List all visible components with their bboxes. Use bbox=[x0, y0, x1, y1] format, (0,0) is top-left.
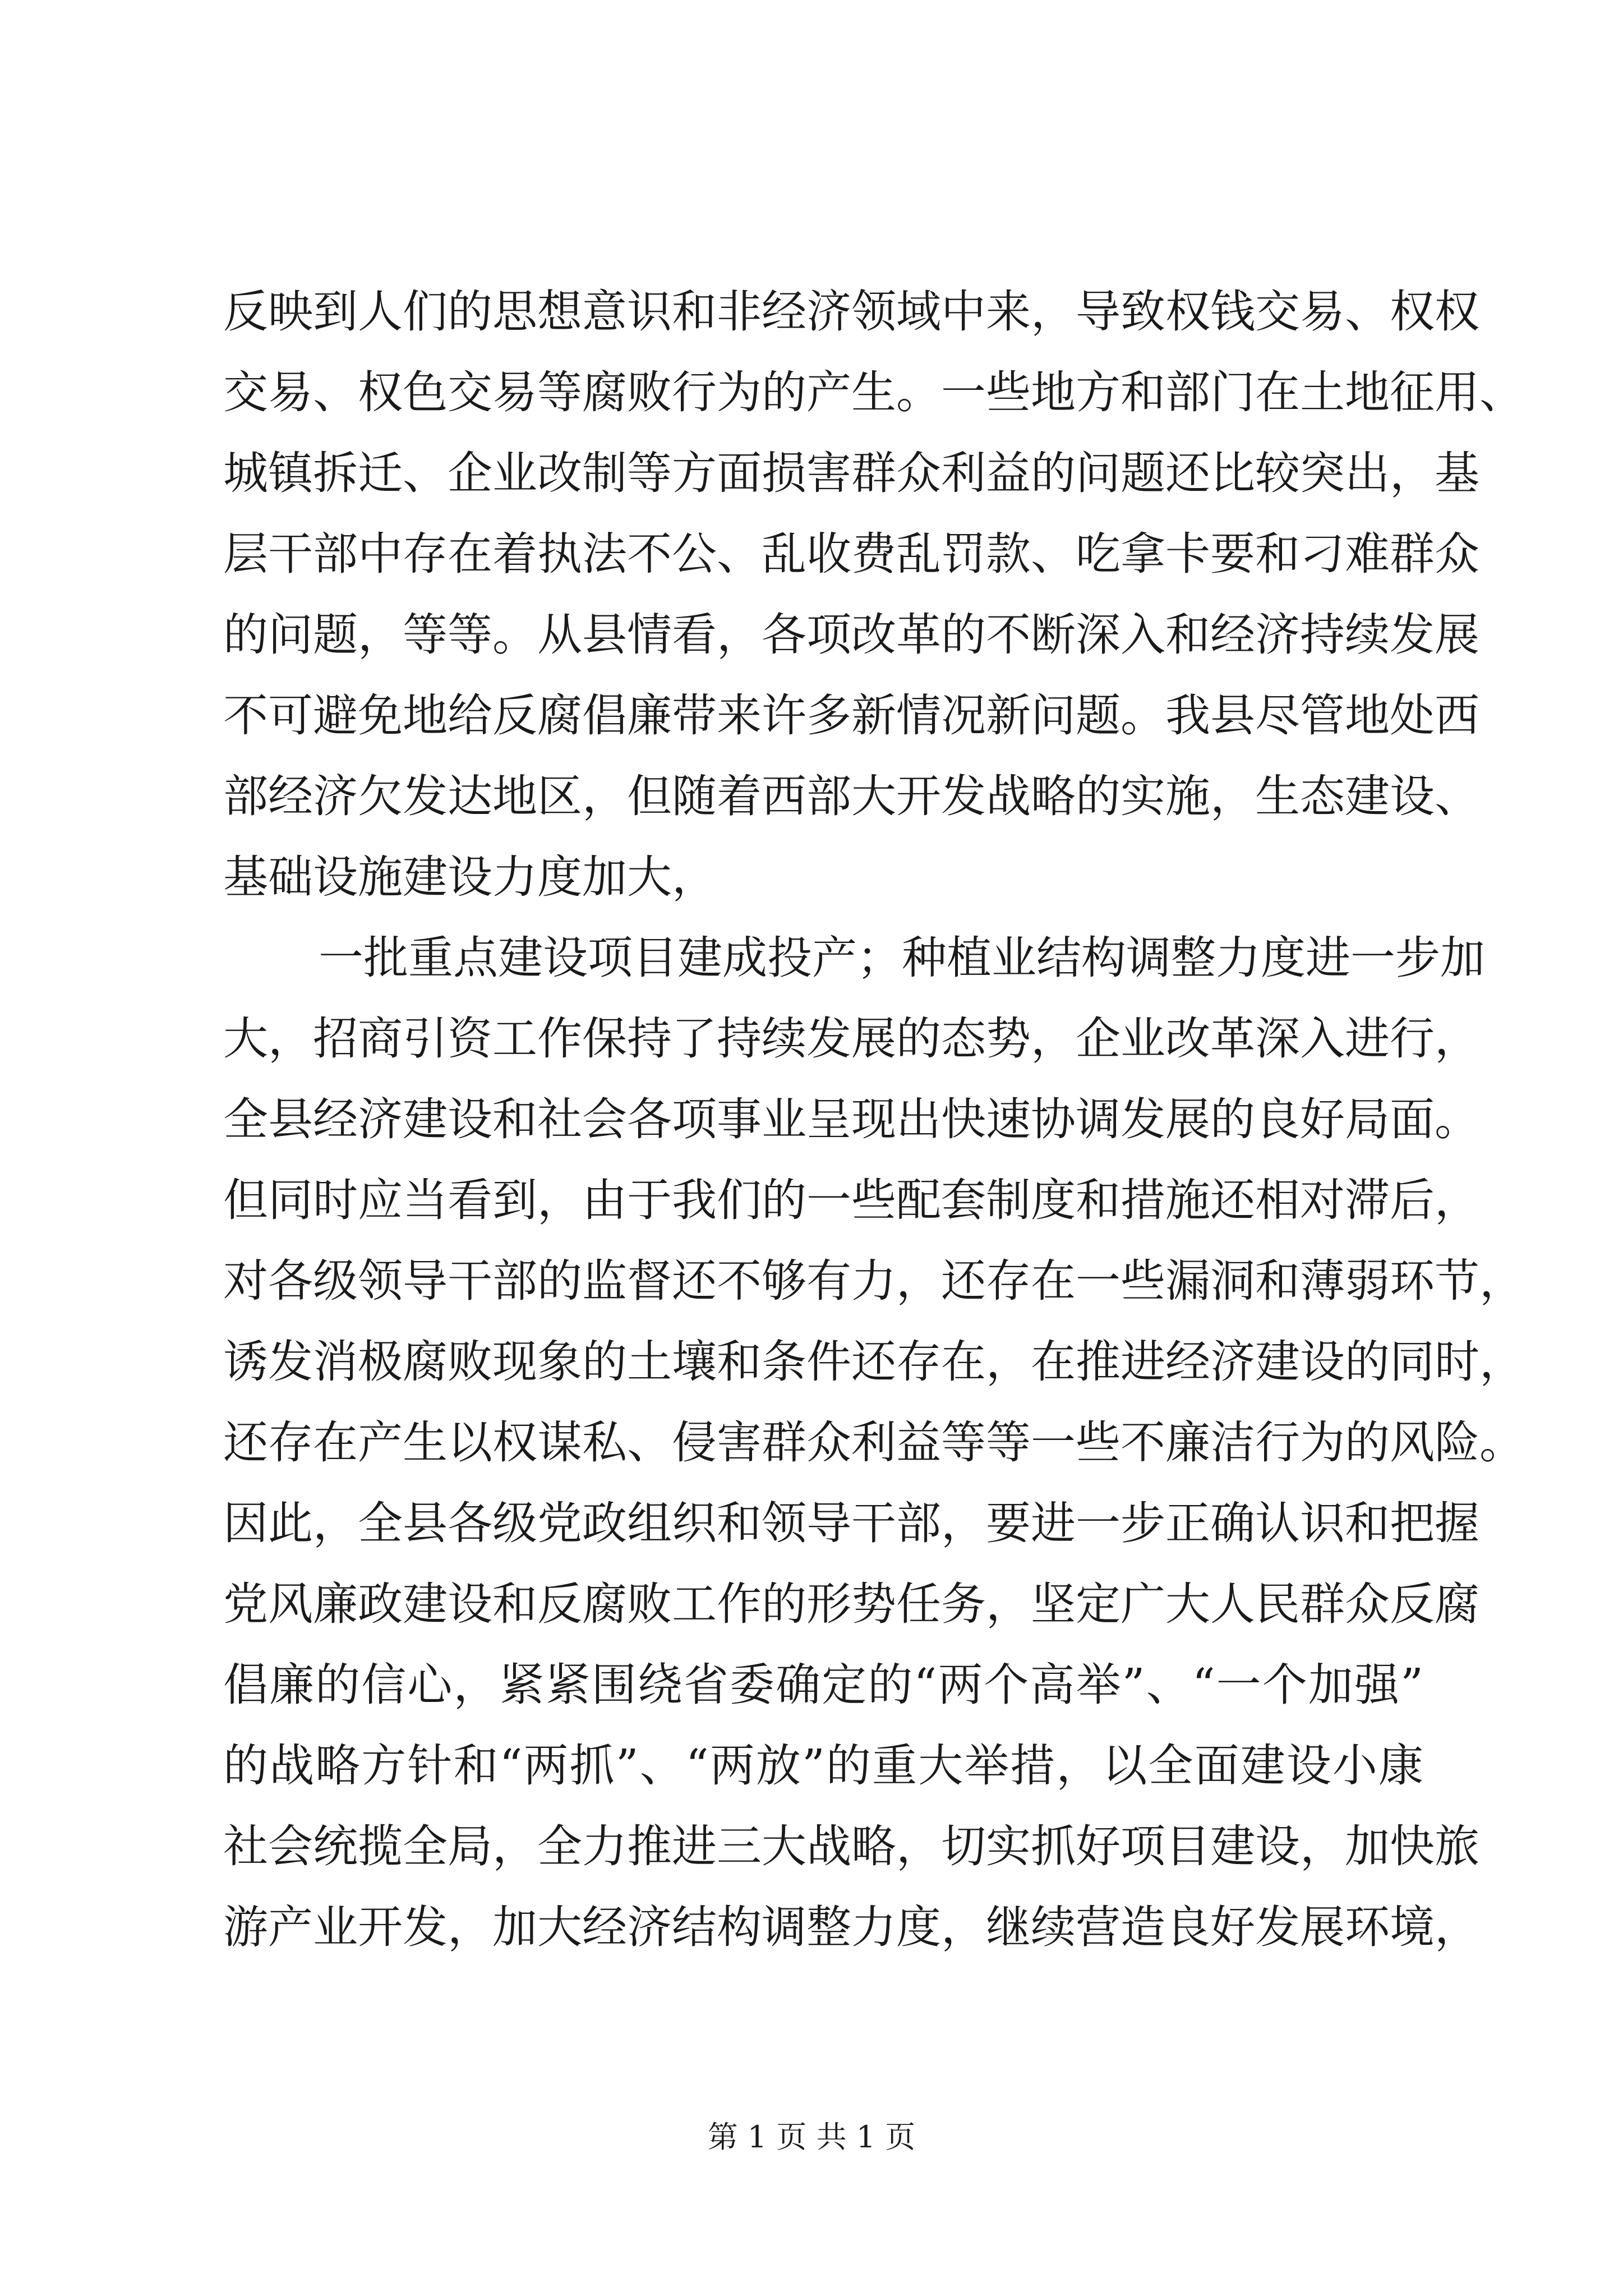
page-number-label: 第 1 页 共 1 页 bbox=[707, 2119, 916, 2155]
text-line: 交易、权色交易等腐败行为的产生。一些地方和部门在土地征用、 bbox=[223, 366, 1524, 418]
text-line: 还存在产生以权谋私、侵害群众利益等等一些不廉洁行为的风险。 bbox=[223, 1416, 1524, 1469]
text-line: 基础设施建设力度加大， bbox=[223, 851, 717, 903]
text-line: 的战略方针和“两抓”、“两放”的重大举措，以全面建设小康 bbox=[223, 1740, 1423, 1792]
text-line: 对各级领导干部的监督还不够有力，还存在一些漏洞和薄弱环节， bbox=[223, 1255, 1524, 1307]
text-line: 但同时应当看到，由于我们的一些配套制度和措施还相对滞后， bbox=[223, 1174, 1479, 1226]
text-line: 大，招商引资工作保持了持续发展的态势，企业改革深入进行， bbox=[223, 1013, 1479, 1065]
text-line: 城镇拆迁、企业改制等方面损害群众利益的问题还比较突出，基 bbox=[223, 447, 1479, 499]
text-line: 全县经济建设和社会各项事业呈现出快速协调发展的良好局面。 bbox=[223, 1093, 1479, 1145]
body-text bbox=[223, 272, 1524, 1968]
text-line: 因此，全县各级党政组织和领导干部，要进一步正确认识和把握 bbox=[223, 1497, 1479, 1549]
text-line: 不可避免地给反腐倡廉带来许多新情况新问题。我县尽管地处西 bbox=[223, 689, 1479, 742]
text-line: 游产业开发，加大经济结构调整力度，继续营造良好发展环境， bbox=[223, 1901, 1479, 1953]
text-line: 倡廉的信心，紧紧围绕省委确定的“两个高举”、“一个加强” bbox=[223, 1659, 1423, 1711]
text-line: 部经济欠发达地区，但随着西部大开发战略的实施，生态建设、 bbox=[223, 770, 1479, 822]
text-line: 的问题，等等。从县情看，各项改革的不断深入和经济持续发展 bbox=[223, 609, 1479, 661]
text-line: 一批重点建设项目建成投产；种植业结构调整力度进一步加 bbox=[319, 932, 1485, 984]
text-line: 社会统揽全局，全力推进三大战略，切实抓好项目建设，加快旅 bbox=[223, 1820, 1479, 1872]
text-line: 党风廉政建设和反腐败工作的形势任务，坚定广大人民群众反腐 bbox=[223, 1578, 1479, 1630]
page-footer bbox=[0, 2118, 1623, 2157]
text-line: 诱发消极腐败现象的土壤和条件还存在，在推进经济建设的同时， bbox=[223, 1336, 1524, 1388]
text-line: 反映到人们的思想意识和非经济领域中来，导致权钱交易、权权 bbox=[223, 286, 1479, 338]
text-line: 层干部中存在着执法不公、乱收费乱罚款、吃拿卡要和刁难群众 bbox=[223, 528, 1479, 580]
